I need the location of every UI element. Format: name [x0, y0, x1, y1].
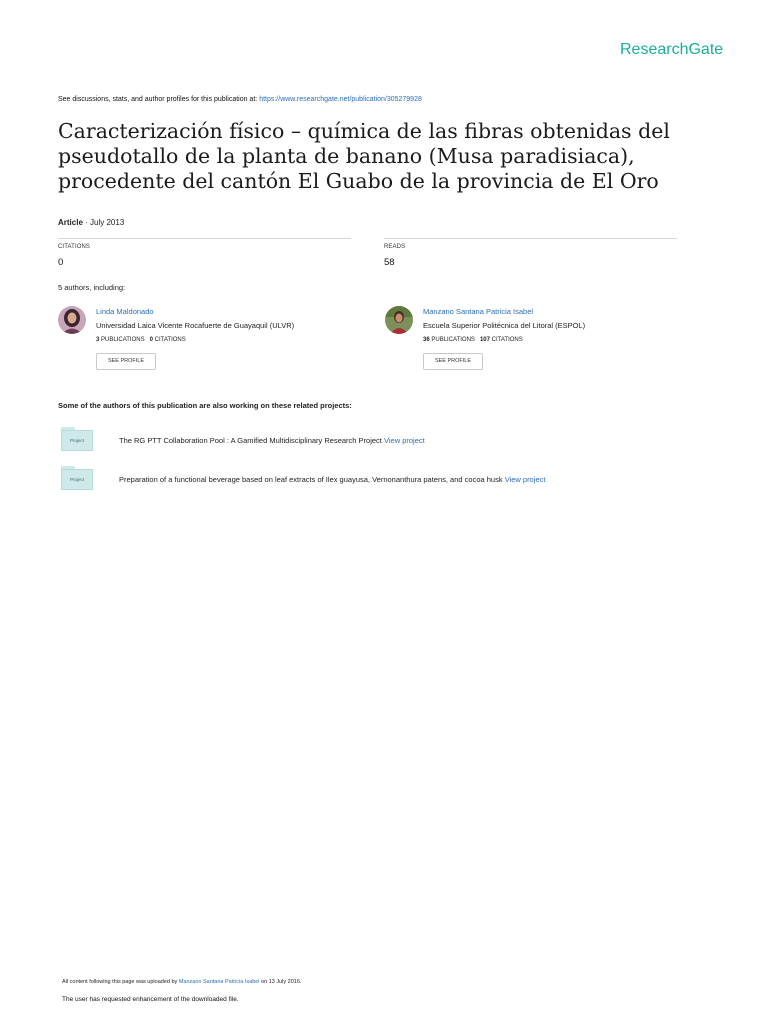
author-institution: Escuela Superior Politécnica del Litoral (ESPOL) — [423, 321, 586, 330]
project-folder-icon — [60, 427, 94, 453]
discussions-text: See discussions, stats, and author profiles for this publication at: — [58, 96, 258, 103]
author-publications-label: PUBLICATIONS — [431, 337, 475, 343]
author-citations-label: CITATIONS — [154, 337, 186, 343]
meta-separator: · — [82, 218, 91, 227]
author-institution: Universidad Laica Vicente Rocafuerte de Guayaquil (ULVR) — [96, 321, 295, 330]
publication-url-link[interactable]: https://www.researchgate.net/publication/305279928 — [259, 96, 422, 103]
see-profile-button[interactable]: SEE PROFILE — [423, 353, 483, 370]
publication-title: Caracterización físico – química de las fibras obtenidas del pseudotallo de la planta de banano (Musa paradisiaca), procedente del cantón El Guabo de la provincia de El Oro — [58, 119, 670, 193]
reads-divider — [384, 238, 677, 239]
enhancement-notice: The user has requested enhancement of the downloaded file. — [62, 996, 239, 1003]
reads-label: READS — [384, 244, 406, 250]
project-item — [119, 436, 425, 445]
publication-type: Article — [58, 218, 83, 227]
author-citations-count: 107 — [479, 337, 490, 343]
researchgate-logo[interactable]: ResearchGate — [620, 41, 724, 58]
upload-suffix: on 13 July 2016. — [261, 979, 302, 985]
reads-count: 58 — [384, 257, 395, 268]
authors-heading: 5 authors, including: — [58, 283, 126, 292]
citations-count: 0 — [58, 257, 64, 268]
citations-divider — [58, 238, 351, 239]
project-title: The RG PTT Collaboration Pool : A Gamified Multidisciplinary Research Project — [119, 436, 382, 445]
see-profile-button[interactable]: SEE PROFILE — [96, 353, 156, 370]
project-item — [119, 475, 545, 484]
author-citations-count: 0 — [149, 337, 153, 343]
author-avatar[interactable] — [58, 306, 86, 334]
projects-heading: Some of the authors of this publication are also working on these related projects: — [58, 401, 352, 410]
author-citations-label: CITATIONS — [491, 337, 523, 343]
author-publications-label: PUBLICATIONS — [101, 337, 145, 343]
author-publications-count: 3 — [96, 337, 100, 343]
view-project-link[interactable]: View project — [383, 436, 425, 445]
project-icon-label: Project — [69, 477, 84, 482]
author-name-link[interactable]: Linda Maldonado — [96, 307, 154, 316]
view-project-link[interactable]: View project — [504, 475, 546, 484]
author-stats — [96, 337, 186, 343]
discussions-line — [58, 96, 422, 103]
author-publications-count: 36 — [423, 337, 430, 343]
uploader-link[interactable]: Manzano Santana Patricia Isabel — [178, 979, 260, 985]
project-icon-label: Project — [69, 438, 84, 443]
author-avatar[interactable] — [385, 306, 413, 334]
project-title: Preparation of a functional beverage based on leaf extracts of Ilex guayusa, Vernonanthura patens, and cocoa husk — [119, 475, 503, 484]
publication-meta — [58, 218, 124, 227]
publication-date: July 2013 — [90, 218, 125, 227]
citations-label: CITATIONS — [58, 244, 91, 250]
upload-notice — [62, 979, 301, 985]
upload-prefix: All content following this page was uploaded by — [62, 979, 178, 985]
author-name-link[interactable]: Manzano Santana Patricia Isabel — [423, 307, 534, 316]
project-folder-icon — [60, 466, 94, 492]
author-stats — [423, 337, 523, 343]
